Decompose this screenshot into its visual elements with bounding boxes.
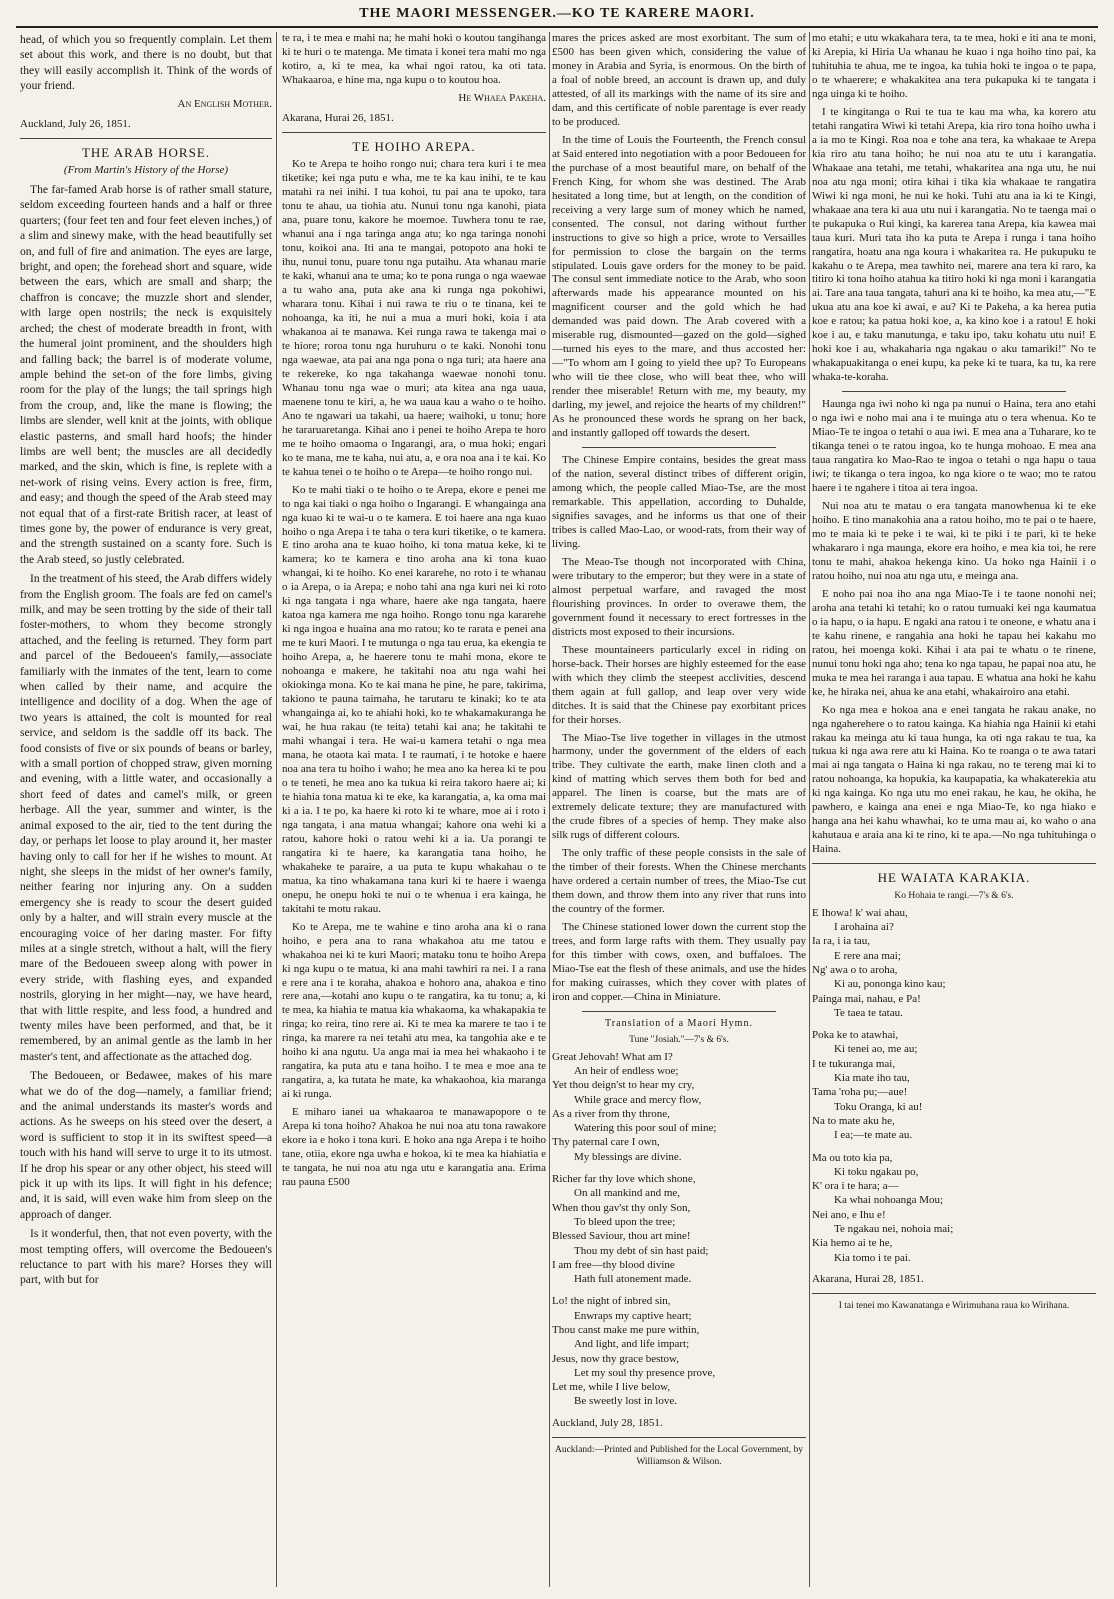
waiata-tune: Ko Hohaia te rangi.—7's & 6's.: [894, 890, 1014, 901]
paragraph: E noho pai noa iho ana nga Miao-Te i te taone nonohi nei; aroha ana tetahi ki tetahi; ko o ratou tumuaki kei nga kaumatua o ia hapu, o ia hapu. E ngaki ana ratou i te oneone, e whatu ana i te kahu rinene, e rangahia ana hoki he tapau hei kakahu mo ratou, hei moenga koki. Kihai i ata pai te whatu o te rinene, nunui tonu hoki nga aho; tena ko nga tapau, he papai noa atu, he muka te mea hei raranga i aua tapau. E whatua ana hoki he kahu ke, he hiraka nei, ahua ke ana etahi, whakairoiro ana etahi.: [812, 587, 1096, 698]
paragraph: Ko te Arepa, me te wahine e tino aroha ana ki o rana hoiho, e pera ana to rana whakahoa atu me tatou e whakahoa nei ki te kuri Maori; mataku tonu te hoiho Arepa ki nga kupu o te matua, ki ana mahi tawhiri ra nei. I a rana e rere ana i te koraha, ahakoa e hohoro ana, ahakoa e tino rere ana,—kotahi ano kupu o te rangatira, ka tu tonu; a, ki te mea, ka hiahia te matua kia whakaoma, ka whakapakia te ringa; ko reira, tino rere ai. Ki te mea ka marere te tao i te ringa, ka marere ra nei tetahi atu mea, ka tangohia ake e te hoiho ki ana ngutu. Ua anga mai ia mea hei whakaoho i te rangatira, ka puta atu e tana hoiho. I te mea e moe ana te rangatira, a, ka tutata he mate, ka whakaohoa, kia maranga ai ki runga.: [282, 920, 546, 1101]
hymn-heading: Translation of a Maori Hymn.: [605, 1017, 753, 1029]
paragraph: Nui noa atu te matau o era tangata manowhenua ki te eke hoiho. E tino manakohia ana a ratou hoiho, mo te pai o te haere, mo te maia ki te peke i te wai, ki te piki i te pari, ki te heke whakararo i nga maunga, ekore era hoiho, e mea kia toi, he rere tonu te mahi, ahakoa hekenga kino. Ua hoko nga Hainii i o ratou hoiho, nui noa atu nga utu, e meinga ana.: [812, 500, 1096, 582]
paragraph: Is it wonderful, then, that not even poverty, with the most tempting offers, will overcome the Bedoueen's reluctance to part with his mare? Horses they will part, with but for: [20, 1227, 272, 1287]
verse-line: Tama 'roha pu;—aue!: [812, 1086, 908, 1099]
paragraph: mo etahi; e utu wkakahara tera, ta te mea, hoki e iti ana te moni, ki Arepia, ki Hiria Ua whanau he kuao i nga hoiho tino pai, ka tuhituhia te ahua, me te ingoa, ka tuhia hoki te ingoa o te papa, o te whaerere; e whakakitea ana tera pukapuka ki te tangata i nga uinga ki te hoiho.: [812, 32, 1096, 100]
hymn-stanza-2: [552, 1172, 806, 1286]
paragraph: These mountaineers particularly excel in riding on horse-back. Their horses are highly esteemed for the ease with which they climb the steepest acclivities, descend them again at full gallop, and leap over very wide ditches. It is said that the Chinese pay exorbitant prices for their horses.: [552, 643, 806, 726]
verse-line: Kia hemo ai te he,: [812, 1237, 893, 1250]
divider: [582, 1011, 776, 1012]
verse-line: On all mankind and me,: [574, 1187, 681, 1200]
dateline: Akarana, Hurai 28, 1851.: [812, 1272, 924, 1285]
divider: [552, 1437, 806, 1438]
verse-line: E rere ana mai;: [834, 949, 901, 962]
waiata-stanza-3: [812, 1151, 1096, 1265]
waiata-stanza-1: [812, 906, 1096, 1020]
divider: [582, 447, 776, 448]
signature: An English Mother.: [177, 97, 272, 110]
paragraph: Ko te mahi tiaki o te hoiho o te Arepa, ekore e penei me to nga kai tiaki o nga hoiho o Ingarangi. E whangainga ana nga kuao ki te wai-u o te kamera. E toi haere ana nga kuao hoiho o nga Arepa i te taha o tera kuri tiketike, o te kamera. E tino aroha ana te kuao hoiho, ki tona matua keke, ki te kamera; ko te kamera e tino aroha ana ki tona kuao whangai, ki te hoiho. Ko enei kararehe, no roto i te whanau o ia Arepa, o ia Arepa; e noho tahi ana nga kuri nei ki roto ki nga tangata i nga whare, haere ake nga tangata, haere katoa nga kamera me nga hoiho. Rongo tonu nga kararehe ki nga ingoa e huaina ana mo ratou; ko te rarata e penei ana me te kuri Maori. I te mutunga o nga tau erua, ka ekengia te hoiho Arepa, a, he haerere tonu te mahi mona, ekore te nohoanga e makere, he takitahi noa atu nga wahi hei okiokinga mona. Ko te kai mana he pine, he pare, takirima, takiono te pauna taimaha, he tarutaru te kinaki; ko te ata whangainga ai, ko te ahiahi hoki, ko te whakamakuranga he wai, he hua rakau (te teita) tetahi kai ana; he takitahi te mahi whangai i tera. He wai-u kamera tetahi o nga mea mana, he otaota kai mata. I te raumati, i te hotoke e haere noa ana tera tu hoiho i waho; he mea ano ka herea ki te pou o te teneti, he mea ano ka tukua ki reira takoro haere ai; ki te hiahia tona matua ki te eke, ka karangatia, a, ka oma mai ki a ia. I te po, ka haere ki roto ki te whare, moe ai i roto i nga tangata, i ana matua whangai; kahore ona wehi ki a ratou, kahore hoki o ratou wehi ki a ia. Ua porangi te rangatira ki te haere, ka karangatia tana hoiho, he whakaheke te paraire, a ua puta te kupu whakahau o te matua, ka tino whakamana tana kuri ki te haere i waenga onepu, he onepu hoki te nui o te whenua i era kainga, he takitahi te motu rakau.: [282, 483, 546, 915]
paragraph: Haunga nga iwi noho ki nga pa nunui o Haina, tera ano etahi o nga iwi e noho mai ana i te muinga atu o tera whenua. Ko te Miao-Te te ingoa o tetahi o aua iwi. E mea ana a Tuharare, ko te tikanga tenei o te ratou ingoa, ko te hunga mohoao. E mea ana taua rangatira ko Mao-Rao te ingoa o tetahi o nga hapu o taua iwi; te tikanga o tera ingoa, ko nga kiore o te wao; mo te ratou haere i te ngahere i titoa ai tera ingoa.: [812, 398, 1096, 495]
verse-line: I te tukuranga mai,: [812, 1057, 896, 1070]
verse-line: Poka ke to atawhai,: [812, 1029, 899, 1042]
verse-line: I arohaina ai?: [834, 921, 894, 934]
article-source: (From Martin's History of the Horse): [63, 164, 229, 177]
paragraph: The Chinese stationed lower down the current stop the trees, and form large rafts with them. They usually pay for this timber with cows, oxen, and buffaloes. The Miao-Tse eat the flesh of these animals, and use the hides for making cuirasses, which they cover with plates of iron and copper.—China in Miniature.: [552, 921, 806, 1003]
paragraph: Ko te Arepa te hoiho rongo nui; chara tera kuri i te mea tiketike; kei nga putu e wha, me te ka kau inihi, te te kau matahi ra nei inihi. I tua kohoi, tu pai ana te upoko, tara tonu te ahau, ua tiohia atu. Nunui tonu nga kanohi, piata ana, puare tonu, kakore he moemoe. Tuwhera tonu te rae, whanui ana i nga taringa anga atu; ko nga taringa nonohi tonu, koikoi ana. Iti ana te mangai, potopoto ana hoki te ihu, nunui tonu, puare tonu nga putaihu. Ata whanau marie te kaki, whanui ana te uma; ko te pona runga o nga waewae a tu waho ana, puta ake ana ki runga nga pokohiwi, wharara tonu. Kihai i nui rawa te riu o te tinana, kei te nohoanga, ka iti, he nui a mua a muri hoki, koia i ata whakanoa ai te manawa. Kei runga rawa te takenga mai o te hiore; roroa tonu nga huruhuru o te kaki. Nonohi tonu nga waewae, ata pai ana nga pona o nga turi; ata haere ana te rekereke, ko nga takahanga waewae nonohi tonu. Whanau tonu nga wae o muri; ata kitea ana nga uaua, maenene tonu te kiri, a, he wa uaua kau a waho o te hoiho. Ano te ngawari ua takahi, ua haere; waihoki, u tonu; hore he tararuaretanga. Kihai ano i penei te hoiho Arepa te horo me te hoiho omaoma o Ingarangi, ara, o mua hoki; engari ko te mana, me te kaha, nui atu, a, e ora noa ana i te kai. Ko te kahua tenei o te hoiho o te Arepa—te hoiho rongo nui.: [282, 158, 546, 478]
article-heading: TE HOIHO AREPA.: [352, 138, 476, 154]
verse-line: Thou canst make me pure within,: [552, 1324, 700, 1336]
divider: [842, 391, 1066, 392]
verse-line: Ki tenei ao, me au;: [834, 1043, 918, 1056]
masthead: THE MAORI MESSENGER.—KO TE KARERE MAORI.: [359, 6, 755, 21]
verse-line: I am free—thy blood divine: [552, 1258, 675, 1271]
verse-line: Let my soul thy presence prove,: [574, 1366, 716, 1379]
column-4: [812, 32, 1096, 1587]
paragraph: The Chinese Empire contains, besides the great mass of the nation, several distinct tribes of different origin, among which, the people called Miao-Tse, are the most remarkable. This appellation, according to Duhalde, signifies savages, and he informs us that one of their tribes is called Mao-Lao, or wood-rats, from their way of living.: [552, 454, 806, 550]
verse-line: To bleed upon the tree;: [574, 1215, 676, 1228]
verse-line: Kia tomo i te pai.: [834, 1251, 911, 1264]
verse-line: Nei ano, e Ihu e!: [812, 1208, 886, 1221]
verse-line: Thou my debt of sin hast paid;: [574, 1244, 709, 1257]
hymn-stanza-1: [552, 1050, 806, 1164]
divider: [20, 138, 272, 139]
divider: [812, 863, 1096, 864]
verse-line: And light, and life impart;: [574, 1338, 690, 1351]
verse-line: Ki au, pononga kino kau;: [834, 978, 946, 991]
verse-line: Thy paternal care I own,: [552, 1136, 660, 1149]
dateline: Auckland, July 28, 1851.: [552, 1416, 663, 1429]
verse-line: K' ora i te hara; a—: [812, 1180, 899, 1193]
hymn-tune: Tune "Josiah."—7's & 6's.: [629, 1034, 729, 1045]
verse-line: Ma ou toto kia pa,: [812, 1151, 893, 1164]
paragraph: The Miao-Tse live together in villages in the utmost harmony, under the government of the elders of each tribe. They cultivate the earth, make linen cloth and a kind of matting which serves them both for bed and apparel. The linen is coarse, but the mats are of extremely delicate texture; they are manufactured with the crude fibres of a species of hemp. They make also silk rugs of different colours.: [552, 731, 806, 842]
verse-line: Watering this poor soul of mine;: [574, 1122, 717, 1135]
paragraph: In the time of Louis the Fourteenth, the French consul at Said entered into negotiation with a poor Bedoueen for the purchase of a most beautiful mare, on behalf of the French King, for whom she was destined. The Arab hesitated a long time, but at length, on the condition of receiving a very large sum of money which he named, consented. The consul, not daring without further instructions to give so high a price, wrote to Versailles for permission to close the bargain on the terms stipulated. Louis gave orders for the money to be paid. The consul sent immediate notice to the Arab, who soon afterwards made his appearance mounted on his magnificent courser and the gold which he had demanded was paid down. The Arab covered with a miserable rug, dismounted—gazed on the gold—sighed—turned his eyes to the mare, and thus accosted her:—"To whom am I going to yield thee up? To Europeans who will tie thee close, who will beat thee, who will render thee miserable! Return with me, my beauty, my darling, my jewel, and rejoice the hearts of my children!" As he pronounced these words he sprang on her back, and instantly galloped off towards the desert.: [552, 133, 806, 440]
verse-line: Yet thou deign'st to hear my cry,: [552, 1079, 695, 1092]
dateline: Akarana, Hurai 26, 1851.: [282, 111, 394, 124]
verse-line: Richer far thy love which shone,: [552, 1173, 696, 1186]
verse-line: Ng' awa o to aroha,: [812, 963, 898, 976]
paragraph: The Meao-Tse though not incorporated with China, were tributary to the emperor; but they were in a state of almost perpetual warfare, and ravaged the most flourishing provinces. In order to overawe them, the government found it necessary to erect fortresses in the districts most exposed to their incursions.: [552, 555, 806, 638]
verse-line: An heir of endless woe;: [574, 1064, 679, 1077]
paragraph: The only traffic of these people consists in the sale of the timber of their forests. When the Chinese merchants have ordered a certain number of trees, the Miao-Tse cut them down, and throw them into any river that runs into the country of the former.: [552, 847, 806, 916]
verse-line: My blessings are divine.: [574, 1150, 682, 1163]
verse-line: Let me, while I live below,: [552, 1381, 671, 1394]
paragraph: E miharo ianei ua whakaaroa te manawapopore o te Arepa ki tona hoiho? Ahakoa he nui noa atu tona rawakore ekore ia e hoko i tona kuri. E hoko ana nga Arepa i te hoiho tane, otiia, ekore nga uwha e hokoa, ki te mea ka hiahiatia e te tangata, he nui noa atu nga utu e karangatia ana. Erima rau pauna £500: [282, 1106, 546, 1189]
dateline: Auckland, July 26, 1851.: [20, 117, 131, 130]
verse-line: When thou gav'st thy only Son,: [552, 1201, 691, 1214]
imprint: I tai tenei mo Kawanatanga e Wirimuhana raua ko Wirihana.: [838, 1300, 1070, 1311]
verse-line: While grace and mercy flow,: [574, 1093, 702, 1106]
paragraph: mares the prices asked are most exorbitant. The sum of £500 has been given which, considering the value of money in Arabia and Syria, is enormous. On the birth of a foal of noble breed, an account is drawn up, and duly attested, of all its markings with the name of its sire and dam, and this certificate of noble parentage is ever ready to be produced.: [552, 32, 806, 128]
verse-line: Hath full atonement made.: [574, 1273, 692, 1286]
verse-line: Toku Oranga, ki au!: [834, 1100, 923, 1113]
column-2: [282, 32, 546, 1587]
top-rule: [16, 26, 1098, 28]
column-3: [552, 32, 806, 1587]
column-rule: [549, 32, 550, 1587]
waiata-stanza-2: [812, 1028, 1096, 1142]
signature: He Whaea Pakeha.: [458, 91, 546, 104]
verse-line: As a river from thy throne,: [552, 1107, 670, 1120]
column-rule: [276, 32, 277, 1587]
verse-line: Kia mate iho tau,: [834, 1072, 910, 1085]
verse-line: Na to mate aku he,: [812, 1114, 895, 1127]
verse-line: Ki toku ngakau po,: [834, 1165, 919, 1178]
verse-line: Great Jehovah! What am I?: [552, 1050, 673, 1063]
paragraph: I te kingitanga o Rui te tua te kau ma wha, ka korero atu tetahi rangatira Wiwi ki tetahi Arepa, kia riro tona hoiho uwha i a ia mo te Kingi. Roa noa e tohe ana tera, ka whakaae te Arepa kia riro atu tana hoiho; he nui noa atu te utu i karangatia. Whakaae ana tetahi, me tetahi, whakaritea ana nga utu, he nui noa atu nga moni; otira kihai i tika kia whakaae te rangatira Wiwi ki nga moni, he nui ke hoki. Tuhi atu ana ia ki te Kingi, whakaae ana tera ki aua utu nui i karangatia. No te taenga mai o te pukapuka o Rui kingi, ka karerea tana Arepa, kia kawea mai taua kuri. Muri tata iho ka puta te Arepa i runga i tana hoiho rangatira, hoatu ana nga koura i whakaritea ra. He pukupuku te kakahu o te Arepa, mea tawhito nei, marere ana tera ki raro, ka titiro ki tona hoiho atahua ka titiro hoki ki nga moni i karangatia ai. Tare ana taua tangata, tahuri ana ki te hoiho, ka mea atu,—"E ukua atu ana koe ki awai, e au? Ki te Pakeha, a ka herea putia koe e ratou; ka patua hoki koe, a, ka kino koe i a ratou! E hoki koe i au, e taku manutunga, e taku ipo, taku kohatu utu nui! E hoki koe i au, whakaharia nga ngakau o aku tamariki!" No te whakapuakitanga o enei kupu, ka peke ki te tuara, ka tu, ka rere whaka-te-koraha.: [812, 105, 1096, 384]
verse-line: Enwraps my captive heart;: [574, 1309, 692, 1322]
verse-line: Be sweetly lost in love.: [574, 1395, 677, 1408]
verse-line: Jesus, now thy grace bestow,: [552, 1352, 679, 1365]
waiata-heading: HE WAIATA KARAKIA.: [877, 870, 1031, 886]
column-1: [20, 32, 272, 1587]
verse-line: Blessed Saviour, thou art mine!: [552, 1230, 691, 1243]
paragraph: head, of which you so frequently complain. Let them set about this work, and there is no doubt, but that they will easily accomplish it. Think of the words of your friend.: [20, 33, 272, 93]
verse-line: Ia ra, i ia tau,: [812, 935, 871, 948]
divider: [282, 132, 546, 133]
divider: [812, 1293, 1096, 1294]
verse-line: I ea;—te mate au.: [834, 1129, 913, 1142]
paragraph: The Bedoueen, or Bedawee, makes of his mare what we do of the dog—namely, a familiar friend; and the animal understands its master's words and actions. As he sweeps on his steed over the desert, a word is sufficient to stop it in its swiftest speed—a touch with his hand will serve to urge it to its utmost. If he drop his spear or any other object, his steed will pick it up with its lips. It will fight in his defence; and, it is said, will even wake him from sleep on the approach of danger.: [20, 1069, 272, 1221]
imprint: Auckland:—Printed and Published for the Local Government, by Williamson & Wilson.: [554, 1444, 803, 1467]
paragraph: te ra, i te mea e mahi na; he mahi hoki o koutou tangihanga ki te huri o te matenga. Me timata i konei tera mahi mo nga kotiro, a, ki te mea, ka whai ngoi ratou, ka oti tata. Whakaaroa, e hine ma, nga kupu o to koutou hoa.: [282, 32, 546, 86]
article-heading: THE ARAB HORSE.: [81, 144, 211, 160]
hymn-stanza-3: [552, 1294, 806, 1408]
column-rule: [809, 32, 810, 1587]
verse-line: Ka whai nohoanga Mou;: [834, 1194, 944, 1207]
paragraph: In the treatment of his steed, the Arab differs widely from the English groom. The foals are fed on camel's milk, and may be seen trotting by the side of their tall foster-mothers, to whom they become strongly attached, and the feeling is returned. They form part and parcel of the Bedoueen's family,—associate familiarly with the inmates of the tent, learn to come when called by their name, and acquire the intelligence and docility of a dog. When the age of two years is attained, the colt is mounted for real service, and seldom is the saddle off its back. The food consists of five or six pounds of beans or barley, with a small portion of chopped straw, given morning and evening, with a little water, and occasionally a short feed of dates and camel's milk, or green herbage. All the year, summer and winter, is the animal exposed to the air, tied to the tent during the day, or perhaps let loose to play around it, her master having only to call for her if he wishes to mount. At night, she sleeps in the midst of her owner's family, neither fearing nor injuring any. On a sudden emergency she is ready to scour the desert guided only by a halter, and will strain every muscle at the encouraging voice of her daring master. For fifty miles at a single stretch, without a halt, will the fiery mare of the Bedoueen sweep along with power in every stride, with flashing eyes, and expanded nostrils, glorying in her might—nay, we have heard, that with little respite, and less food, a hundred and twenty miles have been performed, and that, be it remembered, by an animal gentle as the lamb in her master's tent, and affectionate as the attached dog.: [20, 572, 272, 1063]
verse-line: Lo! the night of inbred sin,: [552, 1295, 671, 1308]
verse-line: E Ihowa! k' wai ahau,: [812, 906, 908, 919]
verse-line: Painga mai, nahau, e Pa!: [812, 992, 921, 1005]
verse-line: Te ngakau nei, nohoia mai;: [834, 1223, 954, 1236]
paragraph: Ko nga mea e hokoa ana e enei tangata he rakau anake, no nga ngaherehere o to ratou kainga. Ka hiahia nga Hainii ki etahi rakau ka meinga atu ki taua hunga, ka oti nga rakau te tua, ka tukua ki nga awa rere atu ki Haina. Ko te roanga o te awa tatari mai ai nga tangata o Haina ki nga rakau, no te tereng mai ki to ratou nohoanga, ka hopukia, ka kaupapatia, ka whakaterekia atu ki nga kainga. Ko nga utu mo enei rakau, he kau, he okiha, he pawhero, e kainga ana enei e nga Miao-Te, ko nga hiako e hanga ana hei kahu whawhai, ko te uma mau ai, ko waho o ana kahutaua e araia ana ki te rino, ki te apa.—No nga tuhituhinga o Haina.: [812, 703, 1096, 856]
paragraph: The far-famed Arab horse is of rather small stature, seldom exceeding fourteen hands and a half or three quarters; (four feet ten and four feet eleven inches,) of a slim and sinewy make, with the head beautifully set on, and full of fire and animation. The eyes are large, bright, and open; the forehead short and square, wide between the ears, which are small and sharp; the chaffron is concave; the muzzle short and slender, with large open nostrils; the neck is exquisitely arched; the chest of moderate breadth in front, with the humeral joint prominent, and the shoulders high and falling back; the barrel is of moderate volume, ample behind the set-on of the fore limbs, giving room for the play of the lungs; the tail springs high from the croup, and, like the mane is flowing; the limbs are slender, well knit at the joints, with oblique elastic pasterns, and small hard hoofs; the hinder limbs are well bent; the muscles are all decidedly marked, and the skin, which is fine, is replete with a net-work of rising veins. Every action is free, firm, and easy; and though the speed of the Arab steed may not equal that of a first-rate British racer, at least of times gone by, the power of endurance is very great, and the strength sustained on a scanty fore. Such is the Arab steed, so justly celebrated.: [20, 183, 272, 566]
verse-line: Te taea te tatau.: [834, 1006, 903, 1019]
